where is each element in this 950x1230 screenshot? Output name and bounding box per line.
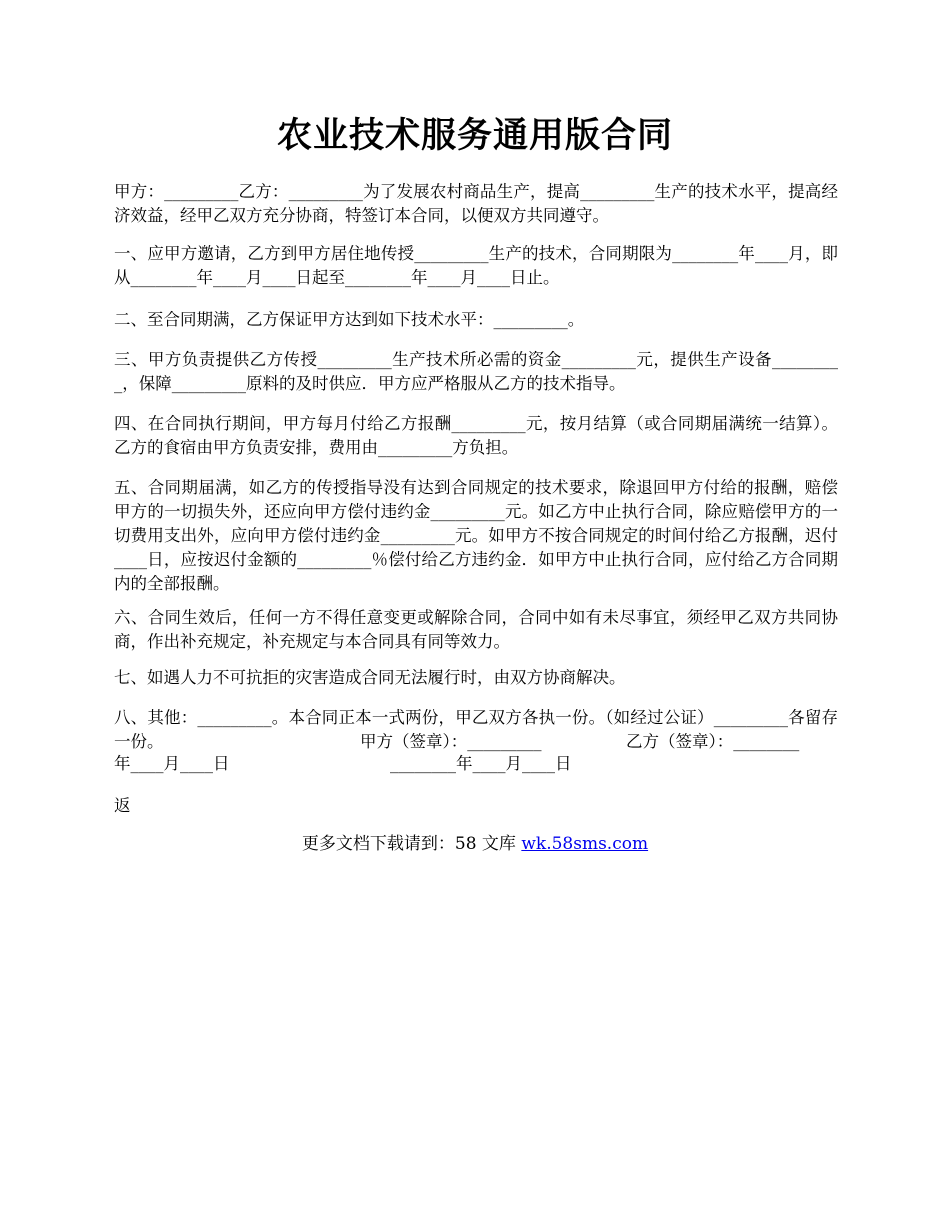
signature-date-a: 年____月____日 xyxy=(114,754,230,773)
clause-1: 一、应甲方邀请，乙方到甲方居住地传授_________生产的技术，合同期限为________年____月，即从________年____月____日起至________年____月____日止。 xyxy=(114,244,838,287)
trailing-text: 返 xyxy=(114,796,131,815)
document-title: 农业技术服务通用版合同 xyxy=(276,115,673,156)
clause-5: 五、合同期届满，如乙方的传授指导没有达到合同规定的技术要求，除退回甲方付给的报酬，赔偿甲方的一切损失外，还应向甲方偿付违约金_________元。如乙方中止执行合同，除应赔偿甲方的一切费用支出外，应向甲方偿付违约金_________元。如甲方不按合同规定的时间付给乙方报酬，迟付____日，应按迟付金额的_________％偿付给乙方违约金．如甲方中止执行合同，应付给乙方合同期内的全部报酬。 xyxy=(114,478,838,593)
contract-intro: 甲方：_________乙方：_________为了发展农村商品生产，提高_________生产的技术水平，提高经济效益，经甲乙双方充分协商，特签订本合同，以便双方共同遵守。 xyxy=(114,182,838,225)
clause-6: 六、合同生效后，任何一方不得任意变更或解除合同，合同中如有未尽事宜，须经甲乙双方共同协商，作出补充规定，补充规定与本合同具有同等效力。 xyxy=(114,608,838,651)
clause-7: 七、如遇人力不可抗拒的灾害造成合同无法履行时，由双方协商解决。 xyxy=(114,668,626,687)
clause-2: 二、至合同期满，乙方保证甲方达到如下技术水平：_________。 xyxy=(114,310,585,329)
clause-3: 三、甲方负责提供乙方传授_________生产技术所必需的资金_________元，提供生产设备_________，保障_________原料的及时供应．甲方应严格服从乙方的技术指导。 xyxy=(114,350,838,393)
clause-8: 八、其他：_________。本合同正本一式两份，甲乙双方各执一份。（如经过公证）_________各留存一份。 xyxy=(114,708,838,751)
signature-party-b: 乙方（签章）：________ xyxy=(626,732,800,751)
footer-prefix: 更多文档下载请到：58 文库 xyxy=(301,834,522,854)
footer-link[interactable]: wk.58sms.com xyxy=(521,834,649,854)
signature-date-b: ________年____月____日 xyxy=(390,754,572,773)
footer xyxy=(0,832,950,856)
clause-4: 四、在合同执行期间，甲方每月付给乙方报酬_________元，按月结算（或合同期届满统一结算）。乙方的食宿由甲方负责安排，费用由_________方负担。 xyxy=(114,414,838,457)
signature-party-a: 甲方（签章）：_________ xyxy=(360,732,542,751)
